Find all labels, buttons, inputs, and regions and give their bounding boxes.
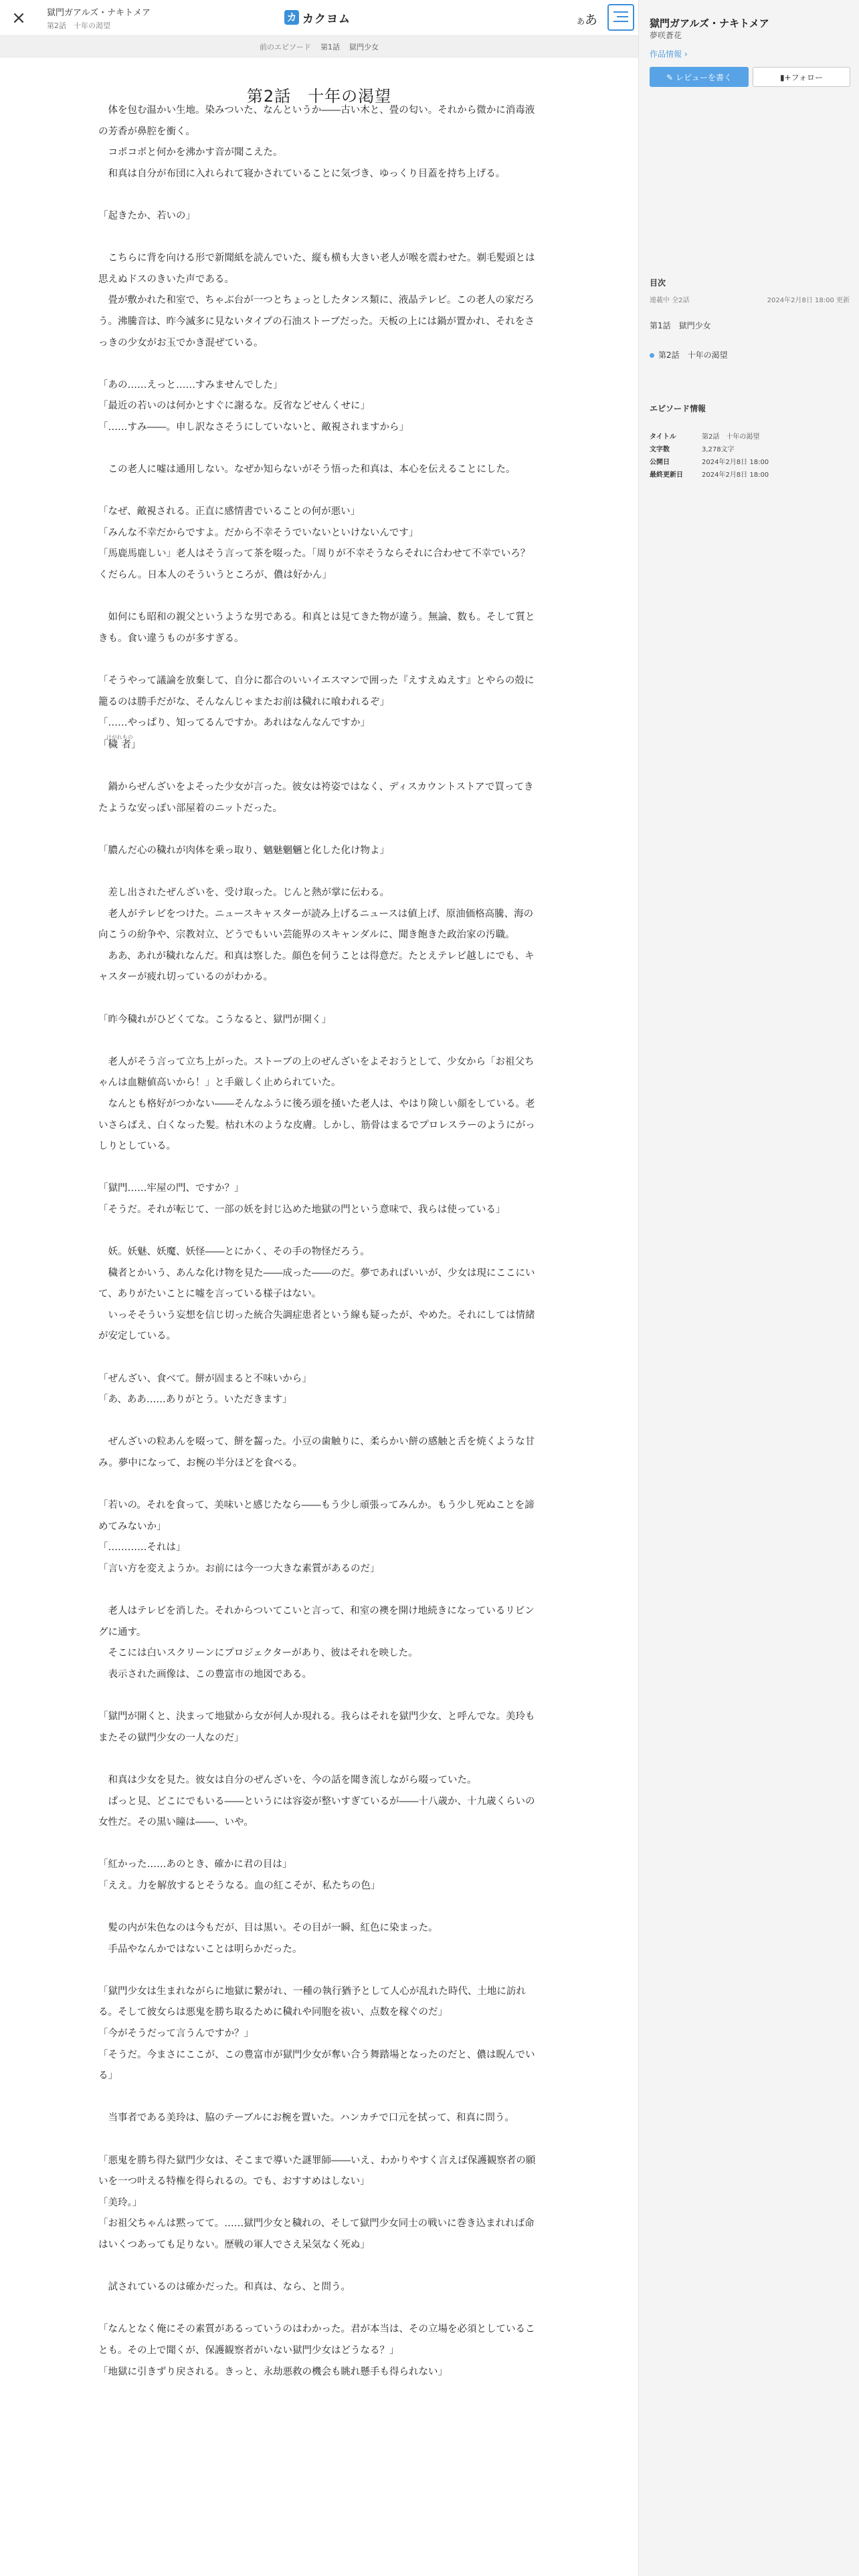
toc-updated: 2024年2月8日 18:00 更新	[767, 297, 850, 304]
body-paragraph	[98, 649, 540, 671]
body-paragraph: 和真は少女を見た。彼女は自分のぜんざいを、今の話を聞き流しながら啜っていた。	[98, 1774, 477, 1786]
header-episode-crumb: 第2話 十年の渇望	[47, 21, 110, 30]
toc-list-icon[interactable]	[607, 4, 634, 31]
follow-button[interactable]	[753, 67, 850, 87]
body-paragraph	[98, 1834, 540, 1855]
body-paragraph	[98, 439, 540, 460]
body-paragraph	[98, 861, 540, 883]
body-paragraph: 当事者である美玲は、脇のテーブルにお椀を置いた。ハンカチで口元を拭って、和真に問う。	[98, 2113, 514, 2124]
body-paragraph: 「そうだ。今まさにここが、この豊富市が獄門少女が奪い合う舞踏場となったのだと、儂は睨んでいる」	[98, 2049, 535, 2082]
body-paragraph	[98, 1411, 540, 1432]
episode-info-heading: エピソード情報	[650, 404, 706, 413]
epinfo-value: 2024年2月8日 18:00	[702, 471, 769, 479]
logo-text: カクヨム	[302, 12, 351, 26]
follow-label: フォロー	[791, 72, 824, 82]
body-paragraph: 「そうやって議論を放棄して、自分に都合のいいイエスマンで囲った『えすえぬえす』とやらの殻に籠るのは勝手だがな、そんなんじゃまたお前は穢れに喰われるぞ」	[98, 675, 535, 708]
epinfo-key: 公開日	[650, 459, 670, 466]
body-paragraph: この老人に嘘は通用しない。なぜか知らないがそう悟った和真は、本心を伝えることにした。	[98, 464, 516, 475]
prev-episode-link[interactable]: 前のエピソード	[260, 42, 311, 51]
body-paragraph: ぜんざいの粒あんを啜って、餅を齧った。小豆の歯触りに、柔らかい餅の感触と舌を焼くような甘み。夢中になって、お椀の半分ほどを食べる。	[98, 1436, 535, 1469]
body-paragraph: 「獄門少女は生まれながらに地獄に繋がれ、一種の執行猶予として人心が乱れた時代、土地に訪れる。そして彼女らは悪鬼を勝ち取るために穢れや同胞を祓い、点数を稼ぐのだ」	[98, 1985, 526, 2018]
body-paragraph: 老人はテレビを消した。それからついてこいと言って、和室の襖を開け地続きになっているリビングに通す。	[98, 1606, 535, 1638]
body-paragraph: 穢者とかいう、あんな化け物を見た――成った――のだ。夢であればいいが、少女は現にここにいて、ありがたいことに嘘を言っている様子はない。	[98, 1267, 535, 1300]
body-paragraph	[98, 1960, 540, 1981]
body-paragraph: こちらに背を向ける形で新聞紙を読んでいた、縦も横も大きい老人が喉を震わせた。剃毛髪頭とは思えぬドスのきいた声である。	[98, 253, 535, 285]
ruby-word: 穢者けがれもの	[106, 734, 133, 750]
epinfo-key: タイトル	[650, 433, 676, 441]
site-logo[interactable]	[284, 9, 351, 25]
body-paragraph	[98, 1158, 540, 1179]
body-paragraph: 「美玲。」	[98, 2197, 142, 2208]
epinfo-row-chars	[650, 443, 735, 453]
bookmark-plus-icon: ▮+	[779, 72, 791, 82]
epinfo-value: 2024年2月8日 18:00	[702, 459, 769, 466]
review-label: レビューを書く	[675, 72, 732, 82]
current-dot-icon	[650, 353, 654, 358]
body-paragraph: 鍋からぜんざいをよそった少女が言った。彼女は袴姿ではなく、ディスカウントストアで買ってきたような安っぽい部屋着のニットだった。	[98, 782, 534, 814]
text-size-small: あ	[577, 17, 585, 26]
epinfo-key: 最終更新日	[650, 471, 683, 479]
body-paragraph: コポコポと何かを沸かす音が聞こえた。	[98, 147, 283, 158]
toc-heading: 目次	[650, 278, 666, 288]
body-paragraph	[98, 586, 540, 608]
body-paragraph: 髪の内が朱色なのは今もだが、目は黒い。その目が一瞬、紅色に染まった。	[98, 1923, 438, 1934]
body-paragraph	[98, 1897, 540, 1918]
toc-episode-2-label: 第2話 十年の渇望	[658, 350, 728, 360]
body-paragraph: 「なんとなく俺にその素質があるっていうのはわかった。君が本当は、その立場を必須としていることも。その上で聞くが、保護観察者がいない獄門少女はどうなる？」	[98, 2324, 535, 2356]
body-paragraph: 「みんな不幸だからですよ。だから不幸そうでいないといけないんです」	[98, 527, 419, 538]
text-size-icon[interactable]	[577, 10, 597, 28]
body-paragraph	[98, 1749, 540, 1770]
body-paragraph: 畳が敷かれた和室で、ちゃぶ台が一つとちょっとしたタンス類に、液晶テレビ。この老人の家だろう。沸騰音は、昨今滅多に見ないタイプの石油ストーブだった。天板の上には鍋が置かれ、それをさっきの少女がお玉でかき混ぜている。	[98, 295, 535, 348]
logo-icon: カ	[284, 10, 299, 25]
body-paragraph	[98, 1031, 540, 1052]
episode-title: 第2話 十年の渇望	[246, 87, 392, 106]
nav-episode-name: 獄門少女	[349, 42, 379, 51]
body-paragraph: 「悪鬼を勝ち得た獄門少女は、そこまで導いた謎罪師――いえ、わかりやすく言えば保護観察者の願いを一つ叶える特権を得られるの。でも、おすすめはしない」	[98, 2155, 536, 2187]
header-work-title[interactable]: 獄門ガアルズ・ナキトメア	[47, 8, 151, 18]
toc-line	[613, 21, 628, 22]
sidebar-work-title[interactable]: 獄門ガアルズ・ナキトメア	[650, 17, 769, 29]
body-paragraph: 「獄門……牢屋の門、ですか？」	[98, 1183, 244, 1194]
body-paragraph: 「昨今穢れがひどくてな。こうなると、獄門が開く」	[98, 1014, 331, 1025]
body-paragraph: 「なぜ、敵視される。正直に感情書でいることの何が悪い」	[98, 506, 361, 518]
episode-body	[98, 100, 540, 2383]
body-paragraph: 「ぜんざい、食べて。餅が固まると不味いから」	[98, 1373, 312, 1384]
body-paragraph	[98, 1348, 540, 1369]
body-paragraph: 老人がテレビをつけた。ニュースキャスターが読み上げるニュースは値上げ、原油価格高騰、海の向こうの紛争や、宗教対立、どうでもいい芸能界のスキャンダルに、聞き飽きた政治家の汚職。	[98, 908, 534, 941]
body-paragraph: 「あの……えっと……すみませんでした」	[98, 379, 283, 391]
body-paragraph	[98, 354, 540, 375]
body-paragraph	[98, 2298, 540, 2320]
body-paragraph	[98, 481, 540, 502]
body-paragraph: 如何にも昭和の親父というような男である。和真とは見てきた物が違う。無論、数も。そして質ときも。食い違うものが多すぎる。	[98, 612, 535, 644]
body-paragraph: 差し出されたぜんざいを、受け取った。じんと熱が掌に伝わる。	[98, 887, 389, 898]
body-paragraph	[98, 2256, 540, 2278]
body-paragraph: 「馬鹿馬鹿しい」老人はそう言って茶を啜った。「周りが不幸そうならそれに合わせて不幸でいろ？ くだらん。日本人のそういうところが、儂は好かん」	[98, 548, 540, 581]
body-paragraph: 「今がそうだって言うんですか？」	[98, 2028, 254, 2040]
body-paragraph: 「言い方を変えようか。お前には今一つ大きな素質があるのだ」	[98, 1563, 380, 1574]
body-paragraph: 「ええ。力を解放するとそうなる。血の紅こそが、私たちの色」	[98, 1880, 381, 1891]
body-paragraph: 「お祖父ちゃんは黙ってて。……獄門少女と穢れの、そして獄門少女同士の戦いに巻き込まれれば命はいくつあっても足りない。歴戦の軍人でさえ呆気なく死ぬ」	[98, 2218, 535, 2250]
body-paragraph	[98, 2129, 540, 2151]
body-paragraph: 試されているのは確かだった。和真は、なら、と問う。	[98, 2282, 351, 2293]
body-paragraph: 妖。妖魅、妖魔、妖怪――とにかく、その手の物怪だろう。	[98, 1247, 370, 1258]
body-paragraph: ああ、あれが穢れなんだ。和真は察した。顔色を伺うことは得意だ。たとえテレビ越しにでも、キャスターが疲れ切っているのがわかる。	[98, 950, 535, 983]
epinfo-key: 文字数	[650, 446, 670, 453]
work-info-label: 作品情報	[650, 49, 682, 59]
body-paragraph: 「そうだ。それが転じて、一部の妖を封じ込めた地獄の門という意味で、我らは使っている」	[98, 1204, 506, 1215]
epinfo-row-title	[650, 431, 759, 441]
chevron-right-icon: ›	[684, 49, 688, 59]
body-paragraph: 「紅かった……あのとき、確かに君の目は」	[98, 1859, 292, 1870]
body-paragraph	[98, 1686, 540, 1707]
body-paragraph: 表示された画像は、この豊富市の地図である。	[98, 1669, 312, 1680]
body-paragraph: 「若いの。それを食って、美味いと感じたなら――もう少し頑張ってみんか。もう少し死ぬことを諦めてみないか」	[98, 1500, 535, 1532]
pencil-icon: ✎	[666, 72, 674, 82]
text-size-large: あ	[585, 13, 598, 27]
body-paragraph	[98, 1580, 540, 1602]
work-info-link[interactable]	[650, 48, 688, 60]
body-paragraph: 「あ、ああ……ありがとう。いただきます」	[98, 1394, 292, 1406]
toc-episode-1[interactable]: 第1話 獄門少女	[650, 321, 711, 330]
write-review-button[interactable]	[650, 67, 749, 87]
body-paragraph: 「最近の若いのは何かとすぐに謝るな。反省などせんくせに」	[98, 401, 370, 412]
toc-status: 連載中 全2話	[650, 297, 690, 304]
body-paragraph	[98, 1475, 540, 1496]
body-paragraph: ぱっと見、どこにでもいる――というには容姿が整いすぎているが――十八歳か、十九歳くらいの女性だ。その黒い瞳は――、いや。	[98, 1796, 535, 1828]
body-paragraph	[98, 1220, 540, 1242]
body-paragraph: 「……すみ――。申し訳なさそうにしていないと、敵視されますから」	[98, 421, 409, 433]
epinfo-row-published	[650, 456, 769, 466]
body-paragraph: 「起きたか、若いの」	[98, 210, 195, 221]
body-paragraph: 「膿んだ心の穢れが肉体を乗っ取り、魑魅魍魎と化した化け物よ」	[98, 845, 389, 856]
header-titles	[47, 5, 151, 31]
sidebar	[638, 0, 859, 2576]
body-paragraph: 「穢者けがれもの」	[98, 734, 141, 750]
body-paragraph: なんとも格好がつかない――そんなふうに後ろ頭を掻いた老人は、やはり険しい顔をしている。老いさらばえ、白くなった髪。枯れ木のような皮膚。しかし、筋骨はまるでプロレスラーのようにがっしりとしている。	[98, 1098, 535, 1152]
body-paragraph	[98, 756, 540, 777]
body-paragraph: 老人がそう言って立ち上がった。ストーブの上のぜんざいをよそおうとして、少女から「お祖父ちゃんは血糖値高いから！」と手厳しく止められていた。	[98, 1056, 535, 1089]
close-icon[interactable]: ×	[11, 8, 26, 28]
body-paragraph	[98, 227, 540, 249]
toc-line	[617, 16, 628, 17]
epinfo-row-updated	[650, 469, 769, 479]
body-paragraph: 「地獄に引きずり戻される。きっと、永劫悪救の機会も眺れ懸手も得られない」	[98, 2366, 448, 2377]
sidebar-author[interactable]: 夢咲蒼花	[650, 31, 682, 40]
body-paragraph	[98, 819, 540, 841]
body-paragraph: 「獄門が開くと、決まって地獄から女が何人か現れる。我らはそれを獄門少女、と呼んでな。美玲もまたその獄門少女の一人なのだ」	[98, 1711, 535, 1743]
body-paragraph: 「……やっぱり、知ってるんですか。あれはなんなんですか」	[98, 718, 370, 729]
body-paragraph: いっそそういう妄想を信じ切った統合失調症患者という線も疑ったが、やめた。それにしては情緒が安定している。	[98, 1309, 535, 1342]
body-paragraph: 和真は自分が布団に入れられて寝かされていることに気づき、ゆっくり目蓋を持ち上げる。	[98, 168, 506, 179]
body-paragraph: 「…………それは」	[98, 1542, 186, 1553]
toc-line	[613, 11, 628, 13]
body-paragraph: 手品やなんかではないことは明らかだった。	[98, 1943, 302, 1955]
nav-episode-no: 第1話	[320, 42, 340, 51]
toc-episode-2[interactable]	[650, 349, 728, 360]
body-paragraph	[98, 2087, 540, 2109]
body-paragraph: 体を包む温かい生地。染みついた、なんというか――古い木と、畳の匂い。それから微かに消毒液の芳香が鼻腔を衝く。	[98, 105, 535, 137]
episode-nav	[0, 36, 638, 58]
epinfo-value: 第2話 十年の渇望	[702, 433, 760, 441]
body-paragraph: そこには白いスクリーンにプロジェクターがあり、彼はそれを映した。	[98, 1648, 418, 1659]
epinfo-value: 3,278文字	[702, 446, 735, 453]
ruby-reading: けがれもの	[106, 734, 133, 740]
body-paragraph	[98, 185, 540, 206]
body-paragraph	[98, 988, 540, 1010]
